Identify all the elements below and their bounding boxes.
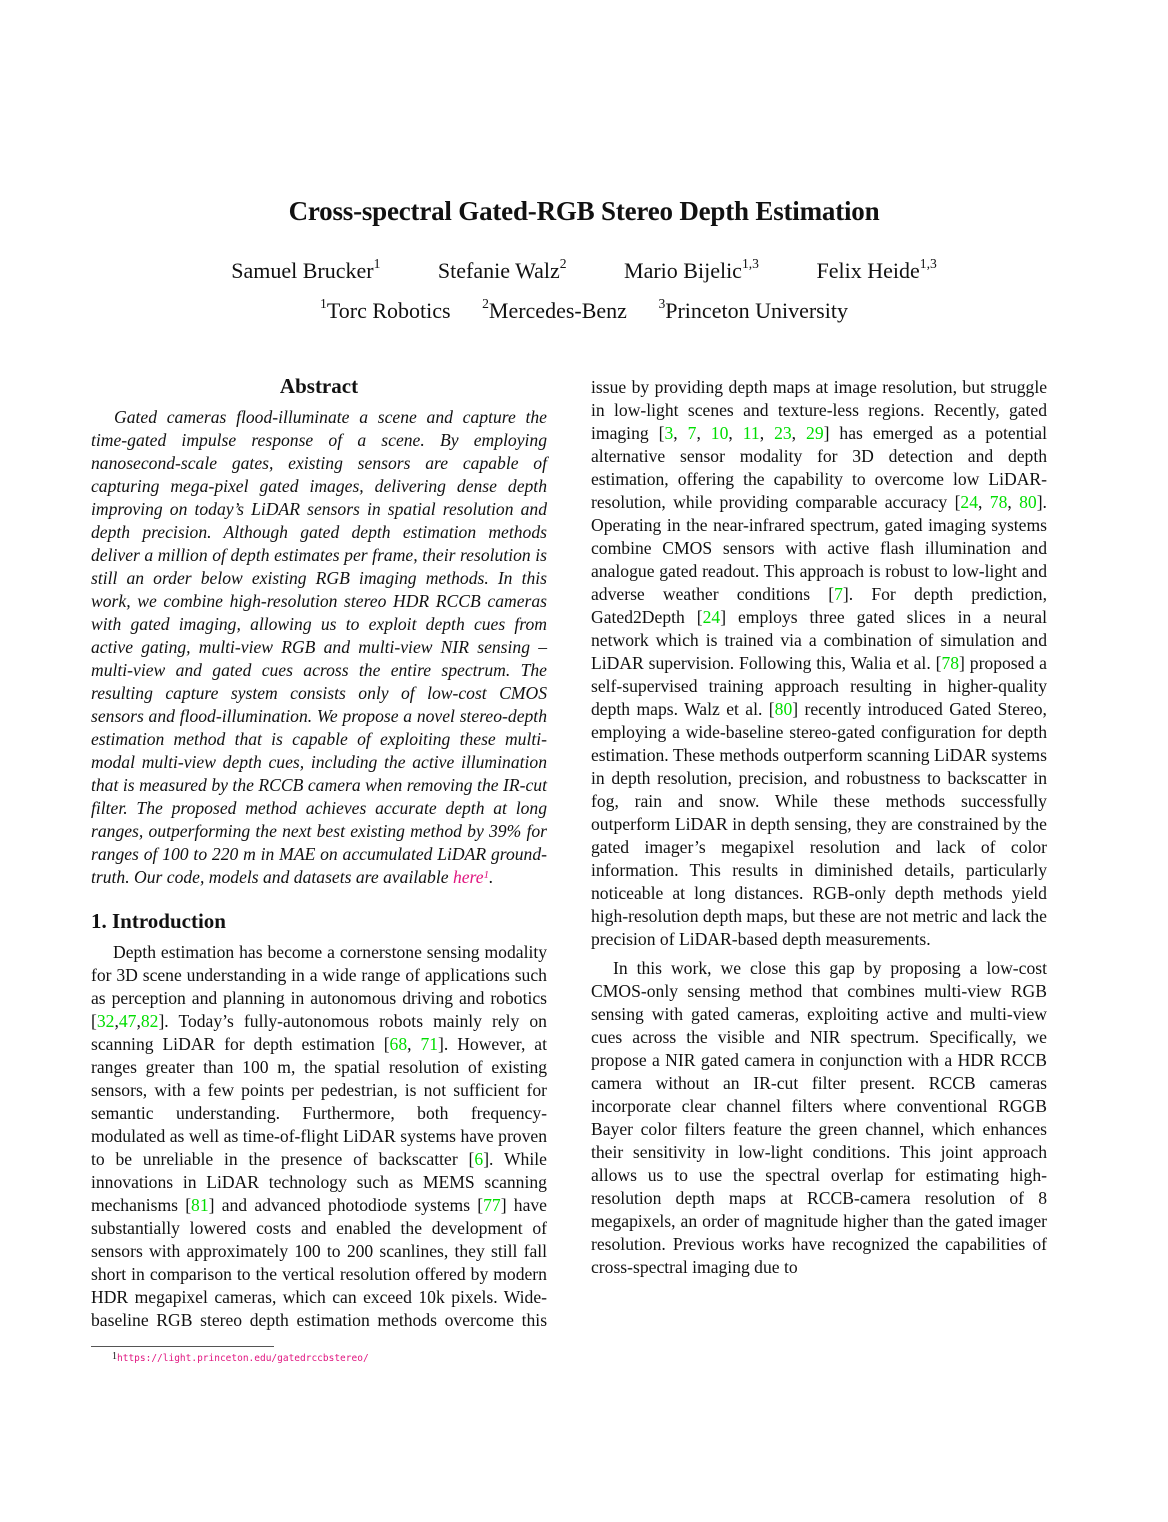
citation-link[interactable]: 47	[118, 1011, 137, 1031]
author: Samuel Brucker$^1$	[231, 256, 381, 283]
citation-link[interactable]: 78	[989, 492, 1008, 512]
citation-link[interactable]: 78	[941, 653, 960, 673]
footnote-divider	[91, 1346, 274, 1347]
affiliation: $^3$Princeton University	[658, 296, 848, 323]
intro-paragraph-1: Depth estimation has become a cornerstone sensing modality for 3D scene understanding in a wide range of applications such as perception and planning in autonomous driving and robotics [32,47,82]. Today’s fully-autonomous robots mainly rely on scanning LiDAR for depth estimation [68, 71]. However, at ranges greater than 100 m, the spatial resolution of existing sensors, with a few points per pedestrian, is not sufficient for semantic understanding. Furthermore, both frequency-modulated as well as time-of-flight LiDAR systems have proven to be unreliable in the presence of backscatter [6]. While innovations in LiDAR technology such as MEMS scanning mechanisms [81] and advanced photodiode systems [77] have substantially lowered costs and enabled the development of sensors with approximately 100 to 200 scanlines, they still fall short in comparison to the vertical resolution offered by modern HDR megapixel cameras, which can exceed 10k pixels. Wide-baseline RGB stereo depth estimation methods overcome this	[91, 942, 548, 1330]
citation-link[interactable]: 80	[774, 699, 793, 719]
affiliation-list	[0, 298, 1168, 324]
footnote: $^1$https://light.princeton.edu/gatedrccbstereo/	[112, 1351, 369, 1364]
citation-link[interactable]: 7	[834, 584, 843, 604]
citation-link[interactable]: 3	[664, 423, 674, 443]
abstract-text: Gated cameras flood-illuminate a scene and capture the time-gated impulse response of a scene. By employing nanosecond-scale gates, existing sensors are capable of capturing mega-pixel gated images, delivering dense depth improving on today’s LiDAR sensors in spatial resolution and depth precision. Although gated depth estimation methods deliver a million of depth estimates per frame, their resolution is still an order below existing RGB imaging methods. In this work, we combine high-resolution stereo HDR RCCB cameras with gated imaging, allowing us to exploit depth cues from active gating, multi-view RGB and multi-view NIR sensing – multi-view and gated cues across the entire spectrum. The resulting capture system consists only of low-cost CMOS sensors and flood-illumination. We propose a novel stereo-depth estimation method that is capable of exploiting these multi-modal multi-view depth cues, including the active illumination that is measured by the RCCB camera when removing the IR-cut filter. The proposed method achieves accurate depth at long ranges, outperforming the next best existing method by 39% for ranges of 100 to 220 m in MAE on accumulated LiDAR ground-truth. Our code, models and datasets are available here$^1$.	[91, 407, 547, 887]
citation-link[interactable]: 29	[806, 423, 824, 443]
footnote-marker: 1	[483, 869, 490, 881]
citation-link[interactable]: 10	[710, 423, 729, 443]
abstract-heading: Abstract	[279, 374, 359, 398]
citation-link[interactable]: 81	[191, 1195, 209, 1215]
citation-link[interactable]: 24	[960, 492, 979, 512]
code-link[interactable]: here	[452, 867, 484, 887]
left-column	[91, 373, 547, 1332]
footnote-url[interactable]: https://light.princeton.edu/gatedrccbstereo/	[117, 1353, 369, 1364]
affiliation: $^2$Mercedes-Benz	[482, 296, 627, 323]
citation-link[interactable]: 82	[140, 1011, 159, 1031]
right-column	[591, 376, 1047, 1279]
author: Mario Bijelic$^{1,3}$	[624, 256, 759, 283]
citation-link[interactable]: 77	[483, 1195, 501, 1215]
affiliation: $^1$Torc Robotics	[320, 296, 451, 323]
citation-link[interactable]: 7	[687, 423, 697, 443]
citation-link[interactable]: 68	[389, 1034, 408, 1054]
author-list	[0, 258, 1168, 284]
citation-link[interactable]: 23	[774, 423, 792, 443]
section-heading-introduction: 1. Introduction	[91, 909, 226, 933]
citation-link[interactable]: 80	[1019, 492, 1037, 512]
citation-link[interactable]: 71	[420, 1034, 439, 1054]
author: Felix Heide$^{1,3}$	[816, 256, 937, 283]
author: Stefanie Walz$^2$	[437, 256, 567, 283]
intro-paragraph-2: In this work, we close this gap by proposing a low-cost CMOS-only sensing method that combines multi-view RGB sensing with gated cameras, exploiting active and multi-view cues across the visible and NIR spectrum. Specifically, we propose a NIR gated camera in conjunction with a HDR RCCB camera without an IR-cut filter present. RCCB cameras incorporate clear channel filters where conventional RGGB Bayer color filters feature the green channel, which enhances their sensitivity in low-light conditions. This joint approach allows us to use the spectral overlap for estimating high-resolution depth maps at RCCB-camera resolution of 8 megapixels, an order of magnitude higher than the gated imager resolution. Previous works have recognized the capabilities of cross-spectral imaging due to	[591, 958, 1047, 1277]
citation-link[interactable]: 6	[474, 1149, 484, 1169]
paper-title: Cross-spectral Gated-RGB Stereo Depth Estimation	[288, 196, 880, 226]
citation-link[interactable]: 24	[702, 607, 721, 627]
citation-link[interactable]: 32	[96, 1011, 115, 1031]
intro-paragraph-1-continued: issue by providing depth maps at image resolution, but struggle in low-light scenes and texture-less regions. Recently, gated imaging [3, 7, 10, 11, 23, 29] has emerged as a potential alternative sensor modality for 3D detection and depth estimation, offering the capability to overcome low LiDAR-resolution, while providing comparable accuracy [24, 78, 80]. Operating in the near-infrared spectrum, gated imaging systems combine CMOS sensors with active flash illumination and analogue gated readout. This approach is robust to low-light and adverse weather conditions [7]. For depth prediction, Gated2Depth [24] employs three gated slices in a neural network which is trained via a combination of simulation and LiDAR supervision. Following this, Walia et al. [78] proposed a self-supervised training approach resulting in higher-quality depth maps. Walz et al. [80] recently introduced Gated Stereo, employing a wide-baseline stereo-gated configuration for depth estimation. These methods outperform scanning LiDAR systems in depth resolution, precision, and robustness to backscatter in fog, rain and snow. While these methods successfully outperform LiDAR in depth sensing, they are constrained by the gated imager’s megapixel resolution and lack of color information. This results in diminished details, particularly noticeable at long distances. RGB-only depth methods yield high-resolution depth maps, but these are not metric and lack the precision of LiDAR-based depth measurements.	[591, 377, 1048, 949]
citation-link[interactable]: 11	[742, 423, 760, 443]
